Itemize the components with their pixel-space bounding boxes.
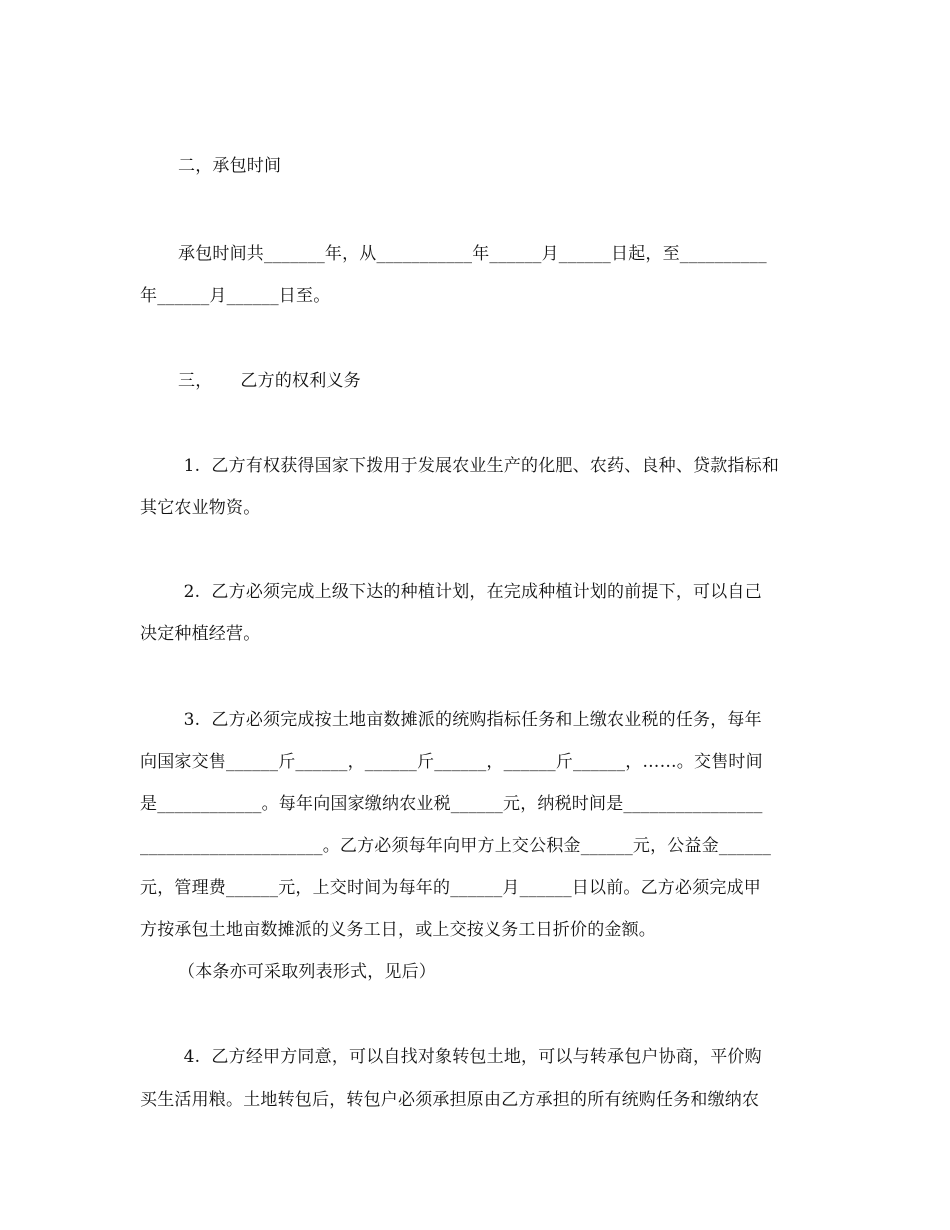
- section-3-heading: 三， 乙方的权利义务: [178, 371, 361, 391]
- item-4-line-1: 4. 乙方经甲方同意，可以自找对象转包土地，可以与转承包户协商，平价购: [178, 1047, 762, 1067]
- item-4-line-2: 买生活用粮。土地转包后，转包户必须承担原由乙方承担的所有统购任务和缴纳农: [140, 1090, 760, 1110]
- item-3-line-4: _____________________。乙方必须每年向甲方上交公积金______元，公益金______: [140, 836, 772, 856]
- item-3-line-1: 3. 乙方必须完成按土地亩数摊派的统购指标任务和上缴农业税的任务，每年: [178, 710, 762, 730]
- item-2-line-2: 决定种植经营。: [140, 624, 261, 644]
- item-1-line-2: 其它农业物资。: [140, 498, 261, 518]
- item-3-line-3: 是____________。每年向国家缴纳农业税______元，纳税时间是________________: [140, 794, 763, 814]
- item-3-line-6: 方按承包土地亩数摊派的义务工日，或上交按义务工日折价的金额。: [140, 920, 656, 940]
- section-2-heading: 二，承包时间: [178, 156, 282, 176]
- item-2-line-1: 2. 乙方必须完成上级下达的种植计划，在完成种植计划的前提下，可以自己: [178, 582, 762, 602]
- item-1-line-1: 1. 乙方有权获得国家下拨用于发展农业生产的化肥、农药、良种、贷款指标和: [178, 456, 780, 476]
- item-3-line-5: 元，管理费______元，上交时间为每年的______月______日以前。乙方必须完成甲: [140, 878, 761, 898]
- item-3-note: （本条亦可采取列表形式，见后）: [178, 962, 436, 982]
- contract-period-line-2: 年______月______日至。: [140, 286, 331, 306]
- contract-period-line-1: 承包时间共_______年，从___________年______月______日起，至__________: [178, 244, 767, 264]
- item-3-line-2: 向国家交售______斤______，______斤______，______斤______，……。交售时间: [140, 752, 763, 772]
